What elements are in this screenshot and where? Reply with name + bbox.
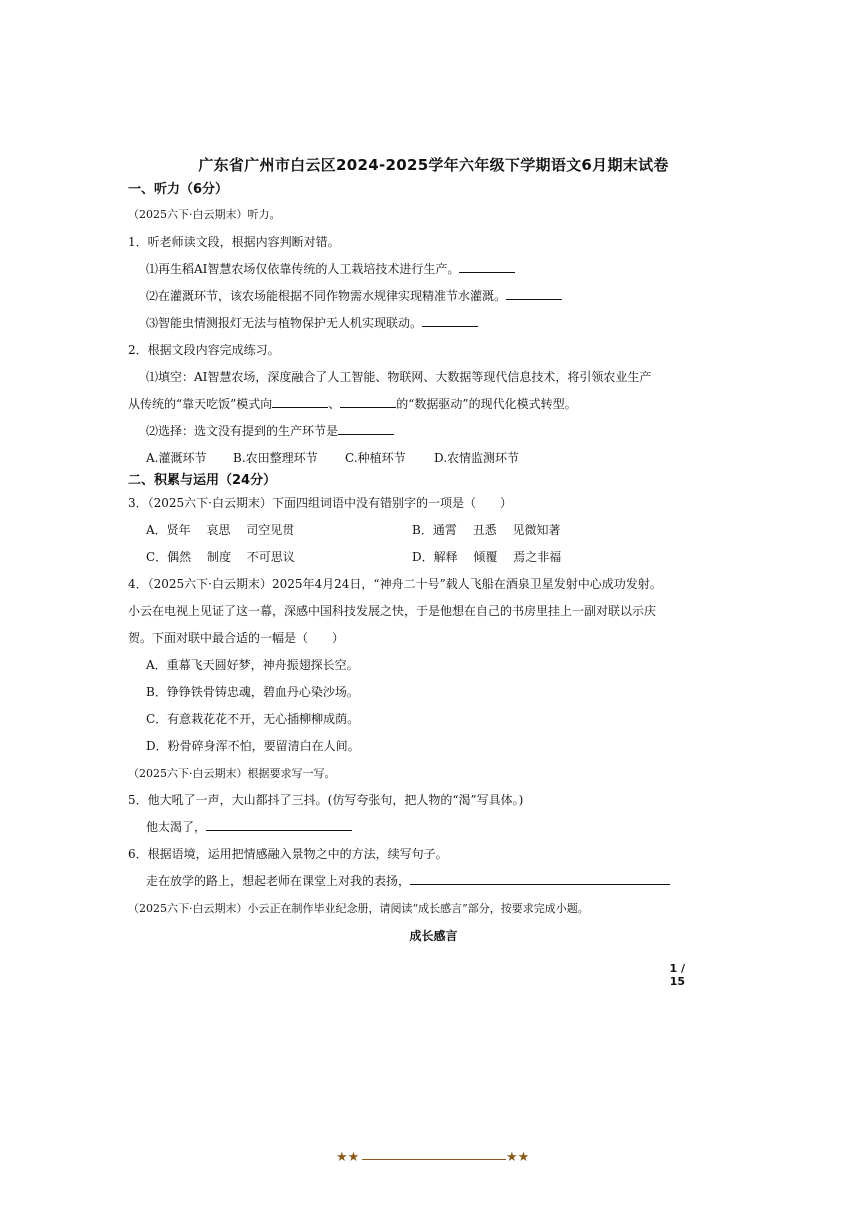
- answer-blank[interactable]: [422, 314, 478, 327]
- answer-blank[interactable]: [459, 260, 515, 273]
- star-icon: ★★: [506, 1150, 530, 1165]
- option-d[interactable]: D.农情监测环节: [434, 451, 520, 465]
- question-5-stem: 5．他大吼了一声，大山都抖了三抖。(仿写夸张句，把人物的“渴”写具体。): [128, 793, 524, 807]
- question-3-stem: 3．（2025六下·白云期末）下面四组词语中没有错别字的一项是（ ）: [128, 496, 512, 510]
- answer-blank[interactable]: [410, 872, 670, 885]
- question-1-item-1: ⑴再生稻AI智慧农场仅依靠传统的人工栽培技术进行生产。: [146, 260, 515, 278]
- answer-blank[interactable]: [338, 422, 394, 435]
- option-a[interactable]: A.灌溉环节: [146, 451, 207, 465]
- option-c[interactable]: C.种植环节: [345, 451, 406, 465]
- option-c[interactable]: C．有意栽花花不开，无心插柳柳成荫。: [146, 712, 360, 726]
- section-heading-accumulation: 二、积累与运用（24分）: [128, 473, 277, 488]
- option-d[interactable]: D．粉骨碎身浑不怕，要留清白在人间。: [146, 739, 360, 753]
- question-2-stem: 2．根据文段内容完成练习。: [128, 343, 280, 357]
- answer-blank[interactable]: [340, 395, 396, 408]
- answer-blank[interactable]: [506, 287, 562, 300]
- answer-blank[interactable]: [272, 395, 328, 408]
- option-b[interactable]: B．铮铮铁骨铸忠魂，碧血丹心染沙场。: [146, 685, 359, 699]
- option-b[interactable]: B.农田整理环节: [233, 451, 318, 465]
- footer-rule: [362, 1159, 506, 1160]
- question-1-stem: 1．听老师读文段，根据内容判断对错。: [128, 235, 340, 249]
- question-6-answer: 走在放学的路上，想起老师在课堂上对我的表扬，: [146, 872, 670, 890]
- footer-decoration: [336, 1150, 536, 1168]
- option-a[interactable]: A．贤年 哀思 司空见贯: [146, 523, 295, 537]
- question-1-item-2: ⑵在灌溉环节，该农场能根据不同作物需水规律实现精准节水灌溉。: [146, 287, 562, 305]
- question-2-fill-line-2: 从传统的“靠天吃饭”模式向 、 的“数据驱动”的现代化模式转型。: [128, 397, 577, 411]
- question-4-stem-line-2: 小云在电视上见证了这一幕，深感中国科技发展之快，于是他想在自己的书房里挂上一副对联以示庆: [128, 604, 657, 618]
- option-c[interactable]: C．偶然 制度 不可思议: [146, 550, 295, 564]
- star-icon: ★★: [336, 1150, 360, 1165]
- question-1-item-3: ⑶智能虫情测报灯无法与植物保护无人机实现联动。: [146, 314, 478, 332]
- question-4-stem-line-1: 4．（2025六下·白云期末）2025年4月24日，“神舟二十号”载人飞船在酒泉卫星发射中心成功发射。: [128, 577, 662, 591]
- question-2-choice: ⑵选择：选文没有提到的生产环节是: [146, 422, 394, 440]
- section-subtitle: 成长感言: [409, 929, 458, 943]
- source-note: （2025六下·白云期末）小云正在制作毕业纪念册，请阅读“成长感言”部分，按要求完成小题。: [128, 902, 589, 915]
- question-5-answer: 他太渴了，: [146, 818, 352, 836]
- option-b[interactable]: B．通霄 丑悉 见微知著: [412, 523, 561, 537]
- source-note: （2025六下·白云期末）根据要求写一写。: [128, 767, 336, 780]
- option-d[interactable]: D．解释 倾覆 焉之非福: [412, 550, 562, 564]
- page-title: 广东省广州市白云区2024-2025学年六年级下学期语文6月期末试卷: [198, 156, 669, 174]
- question-2-fill-line-1: ⑴填空：AI智慧农场，深度融合了人工智能、物联网、大数据等现代信息技术，将引领农业生产: [146, 370, 652, 384]
- section-heading-listening: 一、听力（6分）: [128, 182, 229, 197]
- option-a[interactable]: A．重幕飞天圆好梦，神舟振翅探长空。: [146, 658, 359, 672]
- question-4-stem-line-3: 贺。下面对联中最合适的一幅是（ ）: [128, 631, 345, 645]
- page-number: 1 / 15: [669, 962, 685, 988]
- question-6-stem: 6．根据语境，运用把情感融入景物之中的方法，续写句子。: [128, 847, 448, 861]
- source-note: （2025六下·白云期末）听力。: [128, 208, 281, 221]
- answer-blank[interactable]: [206, 818, 352, 831]
